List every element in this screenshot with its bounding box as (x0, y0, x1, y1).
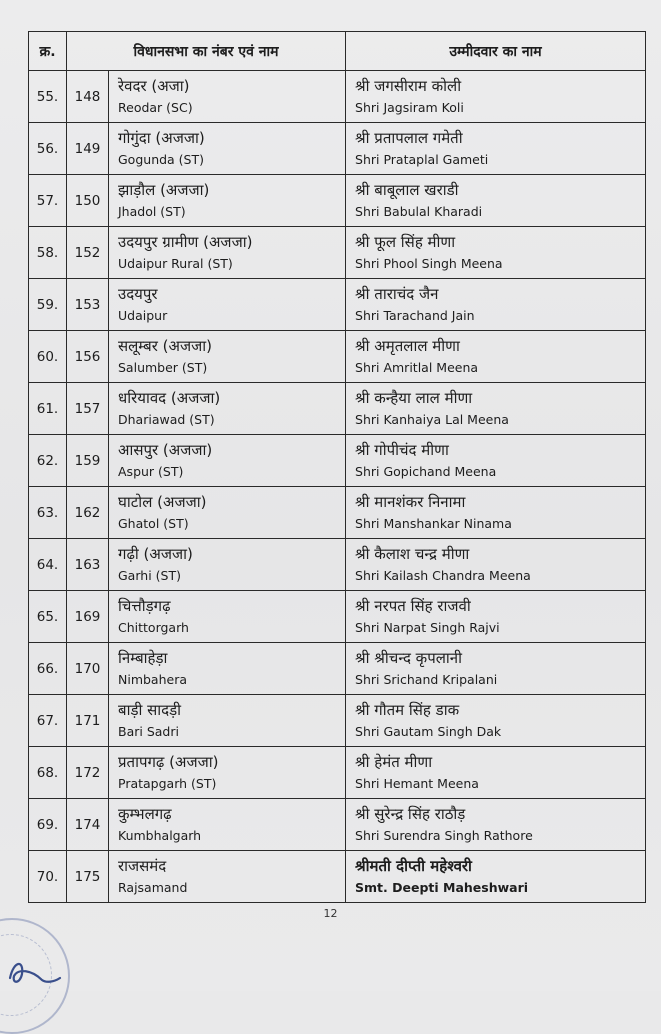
candidate-name-hindi: श्री कन्हैया लाल मीणा (355, 388, 473, 407)
constituency-number: 172 (67, 747, 109, 799)
table-row (29, 799, 646, 851)
constituency-name-english: Udaipur Rural (ST) (118, 255, 233, 271)
serial-number: 62. (29, 435, 67, 487)
constituency-name-hindi: गढ़ी (अजजा) (118, 544, 193, 563)
table-row (29, 591, 646, 643)
page-number: 12 (323, 907, 338, 920)
serial-number: 63. (29, 487, 67, 539)
candidate-name-english: Shri Prataplal Gameti (355, 151, 489, 167)
candidate-name-hindi: श्री गौतम सिंह डाक (355, 700, 460, 719)
constituency-name (109, 279, 346, 331)
constituency-name-english: Gogunda (ST) (118, 151, 205, 167)
candidate-name (346, 331, 646, 383)
constituency-name-english: Udaipur (118, 307, 168, 323)
constituency-name-hindi: उदयपुर ग्रामीण (अजजा) (118, 232, 253, 251)
constituency-name (109, 695, 346, 747)
constituency-name-hindi: बाड़ी सादड़ी (118, 700, 182, 719)
constituency-name (109, 487, 346, 539)
table-row (29, 435, 646, 487)
table-body (29, 71, 646, 903)
table-row (29, 175, 646, 227)
constituency-number: 174 (67, 799, 109, 851)
candidate-name-hindi: श्री सुरेन्द्र सिंह राठौड़ (355, 804, 466, 823)
constituency-number: 157 (67, 383, 109, 435)
header-constituency: विधानसभा का नंबर एवं नाम (67, 32, 346, 71)
candidate-name (346, 799, 646, 851)
constituency-name (109, 227, 346, 279)
candidate-name (346, 487, 646, 539)
table-row (29, 539, 646, 591)
constituency-number: 171 (67, 695, 109, 747)
candidate-name (346, 435, 646, 487)
constituency-number: 159 (67, 435, 109, 487)
constituency-number: 153 (67, 279, 109, 331)
constituency-name-english: Bari Sadri (118, 723, 179, 739)
candidate-name-hindi: श्री प्रतापलाल गमेती (355, 128, 463, 147)
table-row (29, 279, 646, 331)
constituency-name-hindi: गोगुंदा (अजजा) (118, 128, 205, 147)
constituency-name (109, 851, 346, 903)
constituency-name-english: Jhadol (ST) (118, 203, 186, 219)
constituency-name (109, 747, 346, 799)
constituency-name (109, 175, 346, 227)
candidate-name-hindi: श्री बाबूलाल खराडी (355, 180, 459, 199)
candidate-name-english: Shri Hemant Meena (355, 775, 479, 791)
header-serial-number: क्र. (29, 32, 67, 71)
constituency-name-english: Rajsamand (118, 879, 188, 895)
candidate-name-english: Shri Babulal Kharadi (355, 203, 483, 219)
candidate-name-english: Shri Gautam Singh Dak (355, 723, 502, 739)
table-row (29, 747, 646, 799)
constituency-name-english: Chittorgarh (118, 619, 189, 635)
constituency-name-hindi: रेवदर (अजा) (118, 76, 190, 95)
candidate-name-english: Shri Amritlal Meena (355, 359, 479, 375)
constituency-name-english: Garhi (ST) (118, 567, 181, 583)
serial-number: 60. (29, 331, 67, 383)
serial-number: 69. (29, 799, 67, 851)
candidate-name-hindi: श्री फूल सिंह मीणा (355, 232, 456, 251)
constituency-name-hindi: उदयपुर (118, 284, 158, 303)
constituency-number: 169 (67, 591, 109, 643)
constituency-number: 148 (67, 71, 109, 123)
constituency-name-english: Ghatol (ST) (118, 515, 189, 531)
constituency-name-hindi: चित्तौड़गढ़ (118, 596, 171, 615)
candidate-name-hindi: श्री मानशंकर निनामा (355, 492, 466, 511)
constituency-name-english: Nimbahera (118, 671, 188, 687)
constituency-name-english: Salumber (ST) (118, 359, 208, 375)
serial-number: 67. (29, 695, 67, 747)
constituency-name-hindi: प्रतापगढ़ (अजजा) (118, 752, 219, 771)
candidate-name (346, 643, 646, 695)
candidate-name-hindi: श्री हेमंत मीणा (355, 752, 433, 771)
candidate-name (346, 695, 646, 747)
candidate-name (346, 591, 646, 643)
header-candidate: उम्मीदवार का नाम (346, 32, 646, 71)
candidate-name (346, 227, 646, 279)
constituency-name-hindi: कुम्भलगढ़ (118, 804, 172, 823)
constituency-number: 156 (67, 331, 109, 383)
serial-number: 70. (29, 851, 67, 903)
constituency-number: 162 (67, 487, 109, 539)
serial-number: 56. (29, 123, 67, 175)
candidate-name-hindi: श्री ताराचंद जैन (355, 284, 439, 303)
serial-number: 66. (29, 643, 67, 695)
constituency-name (109, 383, 346, 435)
candidate-name-hindi: श्री नरपत सिंह राजवी (355, 596, 471, 615)
constituency-name-hindi: झाड़ौल (अजजा) (118, 180, 210, 199)
candidate-table (28, 31, 646, 903)
constituency-name (109, 643, 346, 695)
candidate-name-hindi: श्रीमती दीप्ती महेश्वरी (355, 856, 472, 875)
table-header-row (29, 32, 646, 71)
candidate-name-english: Shri Gopichand Meena (355, 463, 497, 479)
candidate-name (346, 279, 646, 331)
constituency-name-hindi: निम्बाहेड़ा (118, 648, 168, 667)
constituency-name (109, 331, 346, 383)
serial-number: 59. (29, 279, 67, 331)
constituency-number: 149 (67, 123, 109, 175)
candidate-name-english: Shri Kanhaiya Lal Meena (355, 411, 509, 427)
candidate-name-hindi: श्री कैलाश चन्द्र मीणा (355, 544, 470, 563)
candidate-name (346, 71, 646, 123)
table-row (29, 71, 646, 123)
constituency-name (109, 71, 346, 123)
candidate-name (346, 175, 646, 227)
table-row (29, 123, 646, 175)
candidate-name-english: Shri Tarachand Jain (355, 307, 475, 323)
constituency-name-hindi: आसपुर (अजजा) (118, 440, 213, 459)
candidate-name (346, 747, 646, 799)
table-row (29, 851, 646, 903)
constituency-number: 152 (67, 227, 109, 279)
constituency-number: 163 (67, 539, 109, 591)
constituency-number: 175 (67, 851, 109, 903)
constituency-number: 150 (67, 175, 109, 227)
candidate-name (346, 539, 646, 591)
candidate-name-english: Shri Surendra Singh Rathore (355, 827, 533, 843)
signature-mark (2, 950, 62, 990)
constituency-name-english: Pratapgarh (ST) (118, 775, 217, 791)
constituency-name-english: Reodar (SC) (118, 99, 193, 115)
candidate-name-english: Smt. Deepti Maheshwari (355, 879, 529, 895)
table-row (29, 331, 646, 383)
candidate-name-hindi: श्री अमृतलाल मीणा (355, 336, 460, 355)
table-row (29, 695, 646, 747)
candidate-name (346, 123, 646, 175)
candidate-name-english: Shri Jagsiram Koli (355, 99, 464, 115)
table-row (29, 643, 646, 695)
constituency-number: 170 (67, 643, 109, 695)
constituency-name-hindi: राजसमंद (118, 856, 167, 875)
constituency-name (109, 123, 346, 175)
table-row (29, 487, 646, 539)
constituency-name (109, 435, 346, 487)
constituency-name-english: Aspur (ST) (118, 463, 184, 479)
serial-number: 58. (29, 227, 67, 279)
candidate-name-english: Shri Phool Singh Meena (355, 255, 503, 271)
constituency-name (109, 799, 346, 851)
serial-number: 57. (29, 175, 67, 227)
serial-number: 65. (29, 591, 67, 643)
constituency-name-hindi: सलूम्बर (अजजा) (118, 336, 212, 355)
constituency-name (109, 539, 346, 591)
constituency-name-hindi: धरियावद (अजजा) (118, 388, 221, 407)
serial-number: 61. (29, 383, 67, 435)
candidate-name-english: Shri Narpat Singh Rajvi (355, 619, 500, 635)
candidate-name-hindi: श्री जगसीराम कोली (355, 76, 462, 95)
constituency-name (109, 591, 346, 643)
table-row (29, 383, 646, 435)
table-row (29, 227, 646, 279)
constituency-name-english: Kumbhalgarh (118, 827, 202, 843)
serial-number: 68. (29, 747, 67, 799)
candidate-name-hindi: श्री गोपीचंद मीणा (355, 440, 449, 459)
candidate-name-english: Shri Manshankar Ninama (355, 515, 512, 531)
candidate-name (346, 851, 646, 903)
candidate-name-english: Shri Srichand Kripalani (355, 671, 498, 687)
serial-number: 55. (29, 71, 67, 123)
candidate-name (346, 383, 646, 435)
serial-number: 64. (29, 539, 67, 591)
constituency-name-hindi: घाटोल (अजजा) (118, 492, 207, 511)
candidate-name-hindi: श्री श्रीचन्द कृपलानी (355, 648, 462, 667)
constituency-name-english: Dhariawad (ST) (118, 411, 215, 427)
candidate-name-english: Shri Kailash Chandra Meena (355, 567, 531, 583)
